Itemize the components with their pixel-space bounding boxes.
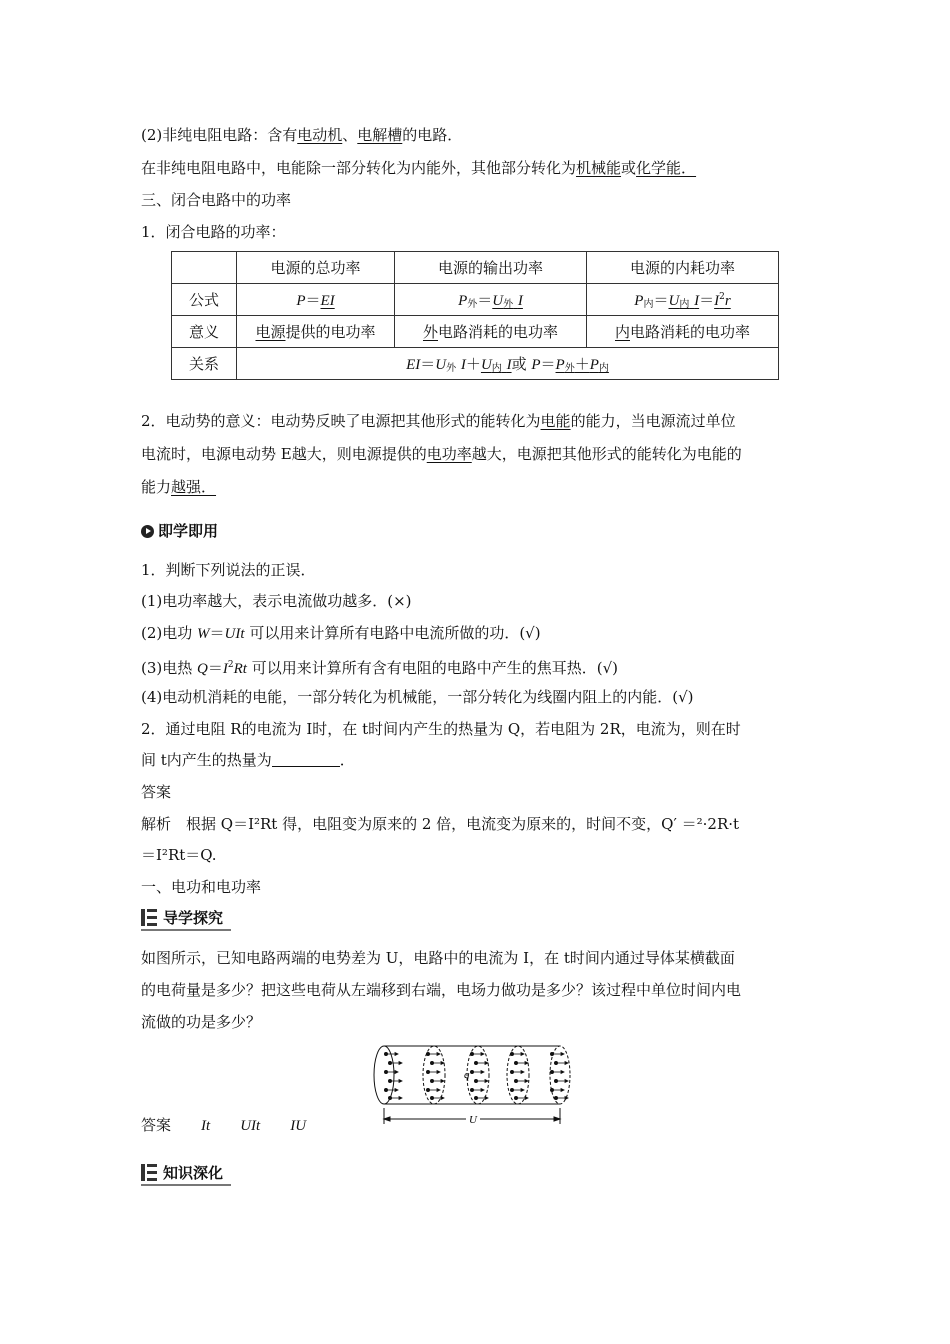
charge-arrowhead — [561, 1053, 564, 1056]
analysis-line-1: 解析 根据 Q＝I²Rt 得，电阻变为原来的 2 倍，电流变为原来的，时间不变，Q′ ＝²·2R·t — [141, 815, 740, 833]
play-icon — [141, 525, 154, 538]
charge-arrowhead — [525, 1062, 528, 1065]
charge-arrowhead — [561, 1089, 564, 1092]
emf-line-1: 2．电动势的意义：电动势反映了电源把其他形式的能转化为电能的能力，当电源流过单位 — [141, 412, 736, 430]
table-header-cell: 电源的内耗功率 — [587, 252, 779, 284]
charge-arrowhead — [399, 1097, 402, 1100]
charge-arrowhead — [485, 1080, 488, 1083]
q1-item-4: (4)电动机消耗的电能，一部分转化为机械能，一部分转化为线圈内阻上的内能．(√) — [141, 688, 694, 706]
answer-label: 答案 — [141, 783, 172, 801]
energy-conversion-line: 在非纯电阻电路中，电能除一部分转化为内能外，其他部分转化为机械能或化学能． — [141, 159, 697, 177]
q1-title: 1．判断下列说法的正误． — [141, 561, 316, 579]
voltage-label: U — [469, 1114, 477, 1126]
charge-arrowhead — [525, 1097, 528, 1100]
charge-arrowhead — [481, 1071, 484, 1074]
charge-arrowhead — [437, 1089, 440, 1092]
charge-arrowhead — [565, 1080, 568, 1083]
q2-line-1: 2．通过电阻 R的电流为 I时，在 t时间内产生的热量为 Q，若电阻为 2R，电流为，则在时 — [141, 720, 741, 738]
charge-arrowhead — [395, 1053, 398, 1056]
q1-item-3: (3)电热 $Q=I^2Rt$ 可以用来计算所有含有电阻的电路中产生的焦耳热．(√) — [141, 659, 619, 677]
table-header-row — [172, 252, 779, 284]
table-header-cell: 电源的输出功率 — [395, 252, 587, 284]
table-row-meaning — [172, 316, 779, 348]
emf-line-2: 电流时，电源电动势 E越大，则电源提供的电功率越大，电源把其他形式的能转化为电能的 — [141, 445, 742, 463]
q2-line-2: 间 t内产生的热量为 ． — [141, 751, 355, 769]
non-pure-circuit-line: (2)非纯电阻电路：含有电动机、电解槽的电路． — [141, 126, 463, 144]
answer-mechanical: 机械能 — [576, 159, 622, 177]
charge-arrowhead — [521, 1071, 524, 1074]
formula-total: P＝EI — [237, 284, 395, 316]
formula-output: $P_外=U_外$ I — [395, 284, 587, 316]
charge-arrowhead — [441, 1062, 444, 1065]
table-row-formula — [172, 284, 779, 316]
answer-motor: 电动机 — [297, 126, 343, 144]
relation-formula: $EI=U_外$ $I+U_内$ I或 $P=P_外+P_内$ — [237, 348, 779, 380]
charge-arrowhead — [437, 1071, 440, 1074]
charge-arrowhead — [485, 1062, 488, 1065]
guide-line-1: 如图所示，已知电路两端的电势差为 U，电路中的电流为 I，在 t时间内通过导体某横截面 — [141, 949, 735, 967]
answer-blank — [272, 752, 340, 767]
meaning-total: 电源提供的电功率 — [237, 316, 395, 348]
charge-arrowhead — [525, 1080, 528, 1083]
q1-item-2: (2)电功 W＝UIt 可以用来计算所有电路中电流所做的功．(√) — [141, 624, 541, 642]
charge-arrowhead — [481, 1089, 484, 1092]
guide-line-2: 的电荷量是多少？把这些电荷从左端移到右端，电场力做功是多少？该过程中单位时间内电 — [141, 981, 742, 999]
answer-electrolytic-cell: 电解槽 — [357, 126, 403, 144]
table-row-relation — [172, 348, 779, 380]
guide-line-3: 流做的功是多少？ — [141, 1013, 262, 1031]
section-bars-icon — [141, 1164, 157, 1181]
deepen-heading: 知识深化 — [141, 1158, 223, 1186]
charge-arrowhead — [399, 1062, 402, 1065]
charge-arrowhead — [565, 1097, 568, 1100]
charge-arrowhead — [485, 1097, 488, 1100]
charge-arrowhead — [395, 1089, 398, 1092]
q1-item-1: (1)电功率越大，表示电流做功越多．(×) — [141, 592, 412, 610]
charge-arrowhead — [481, 1053, 484, 1056]
charge-arrowhead — [521, 1053, 524, 1056]
charge-arrowhead — [399, 1080, 402, 1083]
conductor-figure — [368, 1042, 586, 1134]
section-3-heading: 三、闭合电路中的功率 — [141, 191, 292, 209]
table-header-cell — [172, 252, 237, 284]
charge-arrowhead — [441, 1080, 444, 1083]
charge-arrowhead — [441, 1097, 444, 1100]
row-label: 公式 — [172, 284, 237, 316]
guide-answer: 答案 It UIt IU — [141, 1116, 307, 1134]
row-label: 意义 — [172, 316, 237, 348]
charge-arrowhead — [437, 1053, 440, 1056]
row-label: 关系 — [172, 348, 237, 380]
formula-internal: $P_内=U_内$ $I=I^2r$ — [587, 284, 779, 316]
guide-heading: 导学探究 — [141, 903, 223, 931]
item-1-heading: 1．闭合电路的功率： — [141, 223, 286, 241]
power-table — [171, 251, 779, 380]
charge-arrowhead — [395, 1071, 398, 1074]
charge-label: q — [464, 1069, 470, 1081]
answer-chemical: 化学能． — [636, 159, 697, 177]
emf-line-3: 能力越强． — [141, 478, 217, 496]
section-bars-icon — [141, 909, 157, 926]
meaning-output: 外电路消耗的电功率 — [395, 316, 587, 348]
meaning-internal: 内电路消耗的电功率 — [587, 316, 779, 348]
table-header-cell: 电源的总功率 — [237, 252, 395, 284]
charge-arrowhead — [521, 1089, 524, 1092]
charge-arrowhead — [565, 1062, 568, 1065]
section-1-heading: 一、电功和电功率 — [141, 878, 262, 896]
charge-arrowhead — [561, 1071, 564, 1074]
apply-heading: 即学即用 — [141, 520, 218, 541]
analysis-line-2: ＝I²Rt＝Q. — [141, 846, 217, 864]
